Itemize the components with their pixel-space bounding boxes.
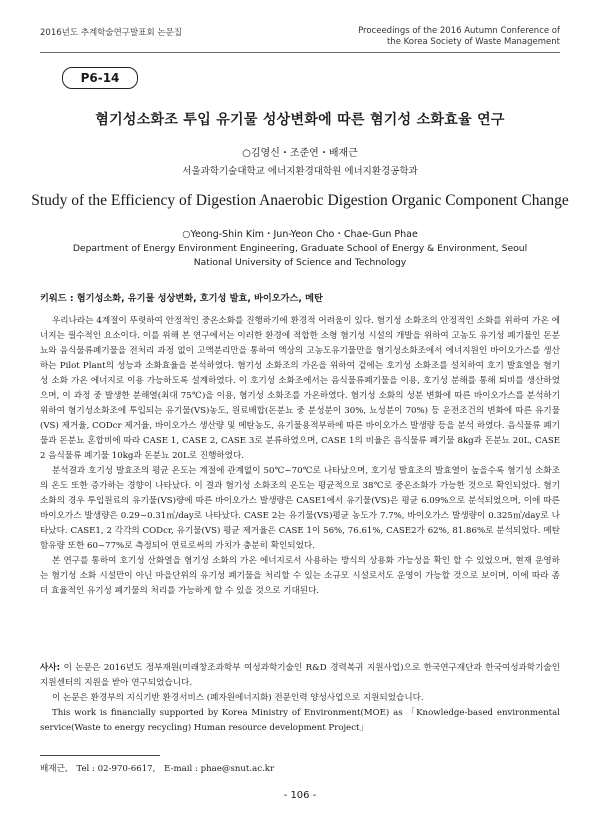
acknowledgement [40, 661, 560, 736]
header-right [358, 26, 560, 48]
affiliation-korean: 서울과학기술대학교 에너지환경대학원 에너지환경공학과 [182, 166, 418, 177]
page-number: - 106 - [283, 790, 317, 801]
abstract-body [40, 314, 560, 599]
footnote-divider [40, 755, 160, 756]
body-paragraph-1: 우리나라는 4계절이 뚜렷하여 안정적인 중온소화를 진행하기에 환경적 어려움이 있다. 혐기성 소화조의 안정적인 소화를 위하여 가온 에너지는 필수적인 요소이다. 이를 위해 본 연구에서는 이러한 환경에 적합한 소형 혐기성 시설의 개발을 위하여 고농도 유기성 폐기물인 돈분뇨와 음식물류폐기물을 전처리 과정 없이 고액분리만을 통하여 액상의 고농도유기물만을 혐기성소화조에서 에너지원인 바이오가스를 생산하는 Pilot Plant의 성능과 소화효율을 분석하였다. 혐기성 소화조의 가온을 위하여 겉에는 호기성 소화조를 설치하여 호기 발효열을 혐기성 소화 가온 에너지로 이용 가능하도록 설계하였다. 이 호기성 소화조에서는 음식물류폐기물을 이용, 호기성 분해를 통해 퇴비를 생산하였으며, 이 과정 중 발생한 분해열(최대 75℃)을 이용, 혐기성 소화조를 가온하였다. 혐기성 소화의 성분 변화에 따른 바이오가스를 분석하기 위하여 혐기성소화조에 투입되는 유기물(VS)농도, 원료배합(돈분뇨 중 분성분이 30%, 뇨성분이 70%) 등 운전조건의 변화에 따른 유기물(VS) 제거율, CODcr 제거율, 바이오가스 생산량 및 메탄농도, 유기물용적부하에 따른 바이오가스 발생량 등을 분석 하였다. 음식물류 폐기물과 돈분뇨 혼합비에 따라 CASE 1, CASE 2, CASE 3로 분류하였으며, CASE 1의 비율은 음식물류 폐기물 8kg과 돈분뇨 20L, CASE 2 음식물류 폐기물 10kg과 돈분뇨 20L로 진행하였다. [40, 316, 560, 461]
ack-label: 사사: [40, 663, 61, 673]
header-right-line1: Proceedings of the 2016 Autumn Conference of [358, 26, 560, 36]
paper-code-badge: P6-14 [62, 67, 138, 89]
ack-paragraph-3: This work is financially supported by Korea Ministry of Environment(MOE) as 「Knowledge-based environmental service(Waste to energy recycling) Human resource development Project」 [40, 708, 560, 733]
authors-english: ○Yeong-Shin Kim・Jun-Yeon Cho・Chae-Gun Phae [182, 229, 418, 240]
ack-text-1: 이 논문은 2016년도 정부재원(미래창조과학부 여성과학기술인 R&D 경력복귀 지원사업)으로 한국연구재단과 한국여성과학기술인지원센터의 지원을 받아 연구되었습니다. [40, 663, 560, 688]
body-paragraph-2: 분석결과 호기성 발효조의 평균 온도는 계절에 관계없이 50℃~70℃로 나타났으며, 호기성 발효조의 발효열이 높을수록 혐기성 소화조의 온도 또한 증가하는 경향이 나타났다. 이 결과 혐기성 소화조의 온도는 평균적으로 38℃로 중온소화가 가능한 것으로 확인되었다. 혐기 소화의 경우 투입원료의 유기물(VS)량에 따른 바이오가스 발생량은 CASE1에서 유기물(VS)은 평균 6.09%으로 분석되었으며, 이에 따른 바이오가스 발생량은 0.29~0.31㎥/day로 나타났다. CASE 2는 유기물(VS)평균 농도가 7.7%, 바이오가스 발생량이 0.325㎥/day로 나타났다. CASE1, 2 각각의 CODcr, 유기물(VS) 평균 제거율은 CASE 1이 56%, 76.61%, CASE2가 62%, 81.86%로 분석되었다. 메탄 함유량 또한 60~77%로 측정되어 연료로써의 가치가 충분히 확인되었다. [40, 466, 560, 551]
title-english: Study of the Efficiency of Digestion Anaerobic Digestion Organic Component Change [31, 192, 569, 209]
contact-info [40, 762, 280, 774]
header-left: 2016년도 추계학술연구발표회 논문집 [40, 28, 182, 38]
contact-email: E-mail : phae@snut.ac.kr [164, 764, 275, 774]
contact-tel: Tel : 02-970-6617, [76, 764, 156, 774]
ack-paragraph-1 [40, 661, 560, 691]
header-right-line2: the Korea Society of Waste Management [386, 37, 560, 47]
keywords: 키워드 : 혐기성소화, 유기물 성상변화, 호기성 발효, 바이오가스, 메탄 [40, 293, 323, 304]
body-paragraph-3: 본 연구를 통하여 호기성 산화열을 혐기성 소화의 가온 에너지로서 사용하는 방식의 상용화 가능성을 확인 할 수 있었으며, 현재 운영하는 혐기성 소화 시설만이 아닌 마을단위의 유기성 폐기물을 처리할 수 있는 소규모 시설로서도 운영이 가능할 것으로 보이며, 이에 따라 좀 더 효율적인 유기성 폐기물의 처리를 가능하게 할 수 있을 것으로 기대된다. [40, 556, 560, 596]
contact-name: 배재근, [40, 764, 68, 774]
header-divider [40, 52, 560, 53]
title-korean: 혐기성소화조 투입 유기물 성상변화에 따른 혐기성 소화효율 연구 [95, 112, 505, 128]
affiliation-english: Department of Energy Environment Engineering, Graduate School of Energy & Environment, Seoul National University of Science and Technology [72, 243, 528, 268]
ack-paragraph-2: 이 논문은 환경부의 지식기반 환경서비스 (폐자원에너지화) 전문인력 양성사업으로 지원되었습니다. [52, 693, 424, 703]
authors-korean: ○김영신・조준연・배재근 [242, 148, 358, 159]
